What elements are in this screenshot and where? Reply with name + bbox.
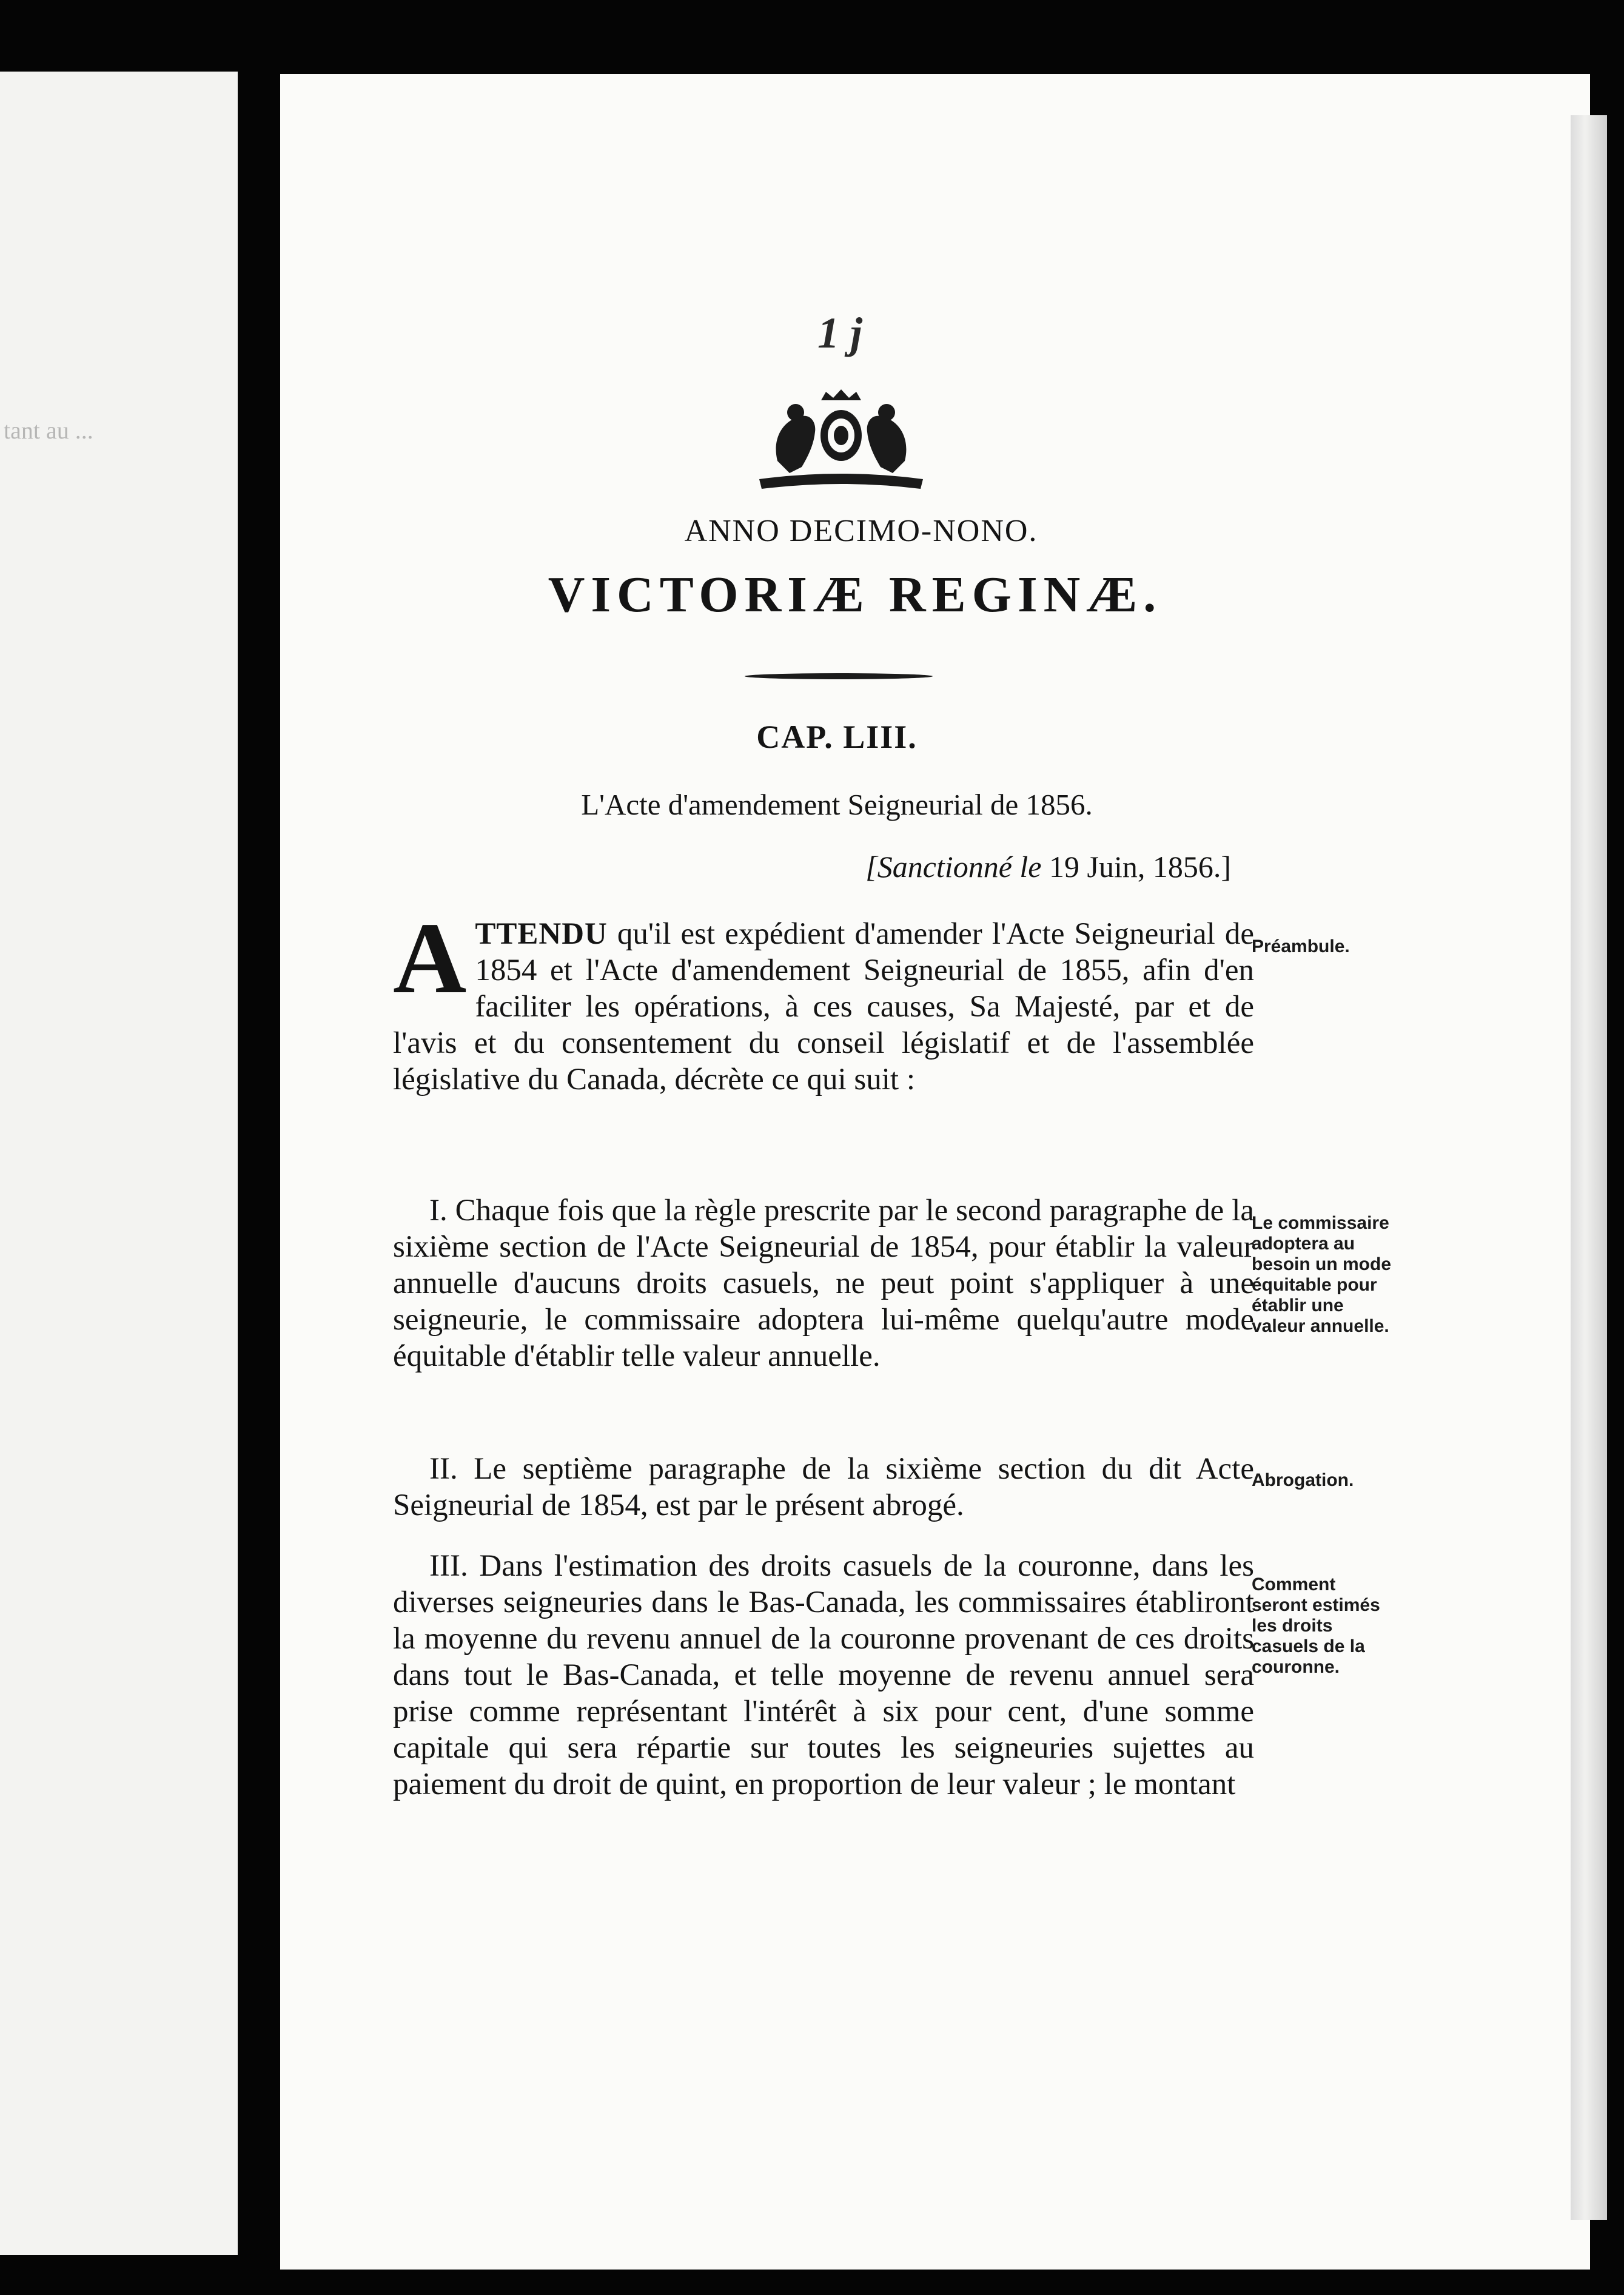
folio-mark: 1 j (817, 309, 863, 357)
drop-cap: A (393, 902, 467, 1015)
section-1: I. Chaque fois que la règle prescrite par le second paragraphe de la sixième section de l'Acte Seigneurial de 1854, pour établir la valeur annuelle d'aucuns droits casuels, ne peut point s'appliquer à une seigneurie, le commissaire adoptera lui-même quelqu'autre mode équitable d'établir telle valeur annuelle. (393, 1194, 1254, 1373)
reign-title: VICTORIÆ REGINÆ. (548, 566, 1163, 623)
sanction-date (794, 849, 1231, 884)
sanction-day: 19 Juin (1049, 850, 1138, 884)
sanction-prefix: [Sanctionné le (865, 850, 1049, 884)
margin-note-section-3: Comment seront estimés les droits casuels de la couronne. (1252, 1574, 1380, 1677)
section-3: III. Dans l'estimation des droits casuels de la couronne, dans les diverses seigneuries dans le Bas-Canada, les commissaires établiront la moyenne du revenu annuel de la couronne provenant de ces droits dans tout le Bas-Canada, et telle moyenne de revenu annuel sera prise comme représentant l'intérêt à six pour cent, d'une somme capitale qui sera répartie sur toutes les seigneuries sujettes au paiement du droit de quint, en proportion de leur valeur ; le montant (393, 1549, 1254, 1801)
facing-page-bleed: tant au ... (4, 417, 93, 444)
royal-arms-emblem (753, 388, 929, 491)
chapter-number: CAP. LIII. (756, 719, 918, 755)
preamble-first-word: TTENDU (475, 917, 608, 951)
preamble-paragraph (393, 902, 1254, 1098)
margin-note-section-2: Abrogation. (1252, 1470, 1354, 1490)
margin-note-preamble: Préambule. (1252, 936, 1350, 956)
regnal-year: ANNO DECIMO-NONO. (684, 514, 1038, 548)
section-2: II. Le septième paragraphe de la sixième section du dit Acte Seigneurial de 1854, est par le présent abrogé. (393, 1452, 1254, 1522)
facing-page (0, 72, 238, 2255)
sanction-suffix: , 1856.] (1137, 850, 1231, 884)
document-page (280, 74, 1590, 2270)
title-divider (745, 673, 933, 679)
margin-note-section-1: Le commissaire adoptera au besoin un mode équitable pour établir une valeur annuelle. (1252, 1213, 1392, 1336)
act-title: L'Acte d'amendement Seigneurial de 1856. (581, 788, 1093, 821)
page-edge (1571, 115, 1607, 2220)
preamble-text: qu'il est expédient d'amender l'Acte Seigneurial de 1854 et l'Acte d'amendement Seigneurial de 1855, afin d'en faciliter les opérations, à ces causes, Sa Majesté, par et de l'avis et du consentement du conseil législatif et de l'assemblée législative du Canada, décrète ce qui suit : (393, 917, 1254, 1097)
